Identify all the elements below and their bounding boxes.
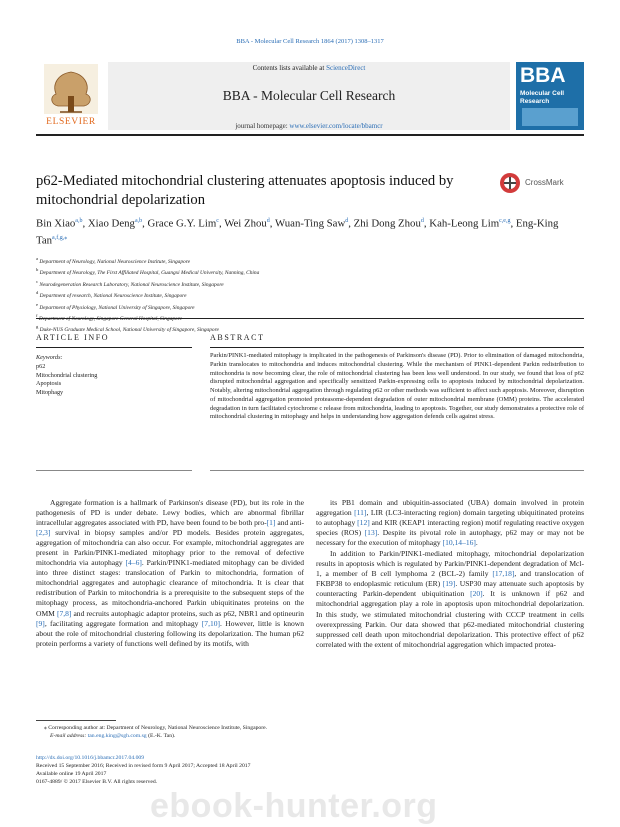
author-separator: , (142, 217, 148, 230)
affiliation-text: Department of Neurology, National Neuroscience Institute, Singapore (38, 258, 191, 265)
abstract-rule (210, 347, 584, 348)
affiliation-item (36, 323, 584, 334)
affiliation-item (36, 255, 584, 266)
email-label: E-mail address: (50, 733, 88, 739)
journal-cover (516, 62, 584, 130)
abstract-bottom-rule (210, 470, 584, 471)
affiliation-text: Duke-NUS Graduate Medical School, National University of Singapore, Singapore (38, 327, 219, 334)
author-name[interactable]: Eng-King Tan (36, 217, 559, 247)
affiliation-key: f (36, 312, 38, 318)
affiliation-key: e (36, 301, 39, 307)
citation-link[interactable]: [19] (442, 579, 456, 589)
author-separator: , (82, 217, 88, 230)
body-text: . Parkin/PINK1-mediated mitophagy can be divided into three distinct stages: translocation of Parkin to mitochondria, formation of mitochondrial aggregates and autophagic clearance of mitochondria. It is clear that redistribution of Parkin to mitochondria is a prerequisite to the subsequent steps of the mitophagy process, as mitochondria-anchored Parkin ubiquitinates proteins on the OMM (36, 558, 304, 618)
keyword: p62 (36, 363, 46, 371)
body-text: . Despite its pivotal role in autophagy, p62 may or may not be necessary for the execution of mitophagy (316, 528, 584, 548)
citation-link[interactable]: [9] (36, 618, 45, 628)
keyword: Apoptosis (36, 380, 62, 388)
journal-masthead (108, 62, 510, 130)
body-text: Aggregate formation is a hallmark of Parkinson's disease (PD), but its role in the pathogenesis of PD is under debate. Lewy bodies, which are abnormal fibrillar intracellular aggregates associated with PD, have been found to be both pro- (36, 498, 304, 528)
abstract-text: Parkin/PINK1-mediated mitophagy is implicated in the pathogenesis of Parkinson's disease (PD). Prior to elimination of damaged mitochondria, Parkin translocates to mitochondria and induces mitochondrial clustering. While the mechanism of PINK1-dependent Parkin redistribution to mitochondria is now becoming clear, the role of mitochondrial clustering has been less well understood. In our study, we found that loss of p62 disrupted mitochondrial aggregation and specifically sensitized Parkin-expressing cells to apoptosis induced by mitochondrial depolarization. Notably, altering mitochondrial aggregation through regulating p62 or other methods was sufficient to affect such apoptosis. Moreover, disruption of mitochondrial aggregation promoted proteasome-dependent degradation of outer mitochondrial membrane (OMM) proteins. The accelerated degradation in turn facilitated cytochrome c release from mitochondria, leading to apoptosis. Together, our study demonstrates a protective role of mitochondrial clustering in mitophagy and helps in understanding how aggregation defends cells against stress. (210, 352, 584, 421)
keyword: Mitochondrial clustering (36, 371, 98, 379)
cover-subtitle: Molecular Cell Research (520, 90, 565, 105)
author-name[interactable]: Bin Xiao (36, 217, 76, 230)
corresponding-author: ⁎ Corresponding author at: Department of Neurology, National Neuroscience Institute, Singapore. (44, 725, 268, 731)
crossmark-icon (499, 172, 521, 194)
citation-link[interactable]: [2,3] (36, 528, 51, 538)
article-info-bottom-rule (36, 470, 192, 471)
body-text: , and translocation of FKBP38 to endoplasmic reticulum (ER) (316, 569, 585, 589)
cover-image (522, 108, 578, 126)
body-text: and KIR (KEAP1 interacting region) motif regulating reactive oxygen species (ROS) (316, 518, 584, 538)
keywords-block (36, 354, 192, 397)
author-name[interactable]: Xiao Deng (87, 217, 135, 230)
affiliation-item (36, 301, 584, 312)
affiliation-key: d (36, 290, 39, 296)
author-affiliation-mark[interactable]: d (420, 218, 424, 224)
citation-link[interactable]: [13] (364, 528, 378, 538)
affiliation-text: Department of Neurology, The First Affiliated Hospital, Guangxi Medical University, Nanning, China (38, 270, 260, 277)
keyword: Mitophagy (36, 388, 64, 396)
homepage-line (108, 122, 510, 130)
sciencedirect-link[interactable]: ScienceDirect (326, 64, 366, 72)
email-link[interactable]: tan.eng.king@sgh.com.sg (87, 733, 147, 739)
publisher-name: ELSEVIER (46, 117, 96, 127)
email-line (36, 732, 584, 740)
citation-link[interactable]: [1] (266, 518, 276, 528)
affiliation-key: a (36, 256, 39, 261)
homepage-link[interactable]: www.elsevier.com/locate/bbamcr (289, 122, 383, 130)
citation-link[interactable]: [4–6] (125, 558, 142, 568)
citation-link[interactable]: [20] (470, 589, 483, 599)
author-name[interactable]: Kah-Leong Lim (429, 217, 500, 230)
affiliation-key: b (36, 267, 39, 273)
publication-info (36, 754, 584, 786)
author-separator: , (510, 217, 516, 230)
doi-link[interactable]: http://dx.doi.org/10.1016/j.bbamcr.2017.04.009 (36, 755, 145, 761)
citation-link[interactable]: [12] (357, 518, 370, 528)
author-affiliation-mark[interactable]: c,e,g (499, 218, 511, 224)
affiliation-key: c (36, 278, 39, 284)
citation-link[interactable]: [10,14–16] (442, 538, 476, 548)
citation-link[interactable]: [7,10] (201, 618, 221, 628)
affiliation-text: Department of Physiology, National University of Singapore, Singapore (38, 304, 195, 311)
affiliation-item (36, 289, 584, 300)
author-affiliation-mark[interactable]: a,b (134, 218, 143, 224)
body-column-right (316, 498, 584, 650)
affiliation-item (36, 266, 584, 277)
body-paragraph (36, 498, 304, 649)
body-text: its PB1 domain and ubiquitin-associated (UBA) domain involved in protein aggregation (316, 498, 584, 518)
body-text: In addition to Parkin/PINK1-mediated mitophagy, mitochondrial depolarization results in apoptosis which is regulated by Parkin/PINK1-dependent degradation of Mcl-1, a member of B cell lymphoma 2 (BCL-2) family (316, 549, 584, 579)
crossmark-badge[interactable] (499, 172, 591, 196)
body-text: and anti- (275, 518, 304, 528)
citation-link[interactable]: [7,8] (56, 608, 72, 618)
author-name[interactable]: Grace G.Y. Lim (147, 217, 217, 230)
running-head: BBA - Molecular Cell Research 1864 (2017) 1308–1317 (236, 38, 384, 45)
author-affiliation-mark[interactable]: d (266, 218, 270, 224)
body-column-left (36, 498, 304, 649)
crossmark-label: CrossMark (525, 178, 564, 187)
cover-abbr: BBA (520, 64, 566, 87)
received-dates: Received 15 September 2016; Received in revised form 9 April 2017; Accepted 18 April 2017 (36, 763, 251, 770)
citation-link[interactable]: [17,18] (492, 569, 515, 579)
body-text: , LIR (LC3-interacting region) domain targeting ubiquitinated proteins to autophagy (316, 508, 585, 528)
article-title: p62-Mediated mitochondrial clustering attenuates apoptosis induced by mitochondrial depolarization (36, 173, 454, 208)
body-text: , facilitating aggregate formation and mitophagy (44, 618, 202, 628)
contents-line (108, 64, 510, 72)
journal-title: BBA - Molecular Cell Research (222, 88, 396, 103)
body-text: . (475, 538, 478, 548)
author-separator: , (348, 217, 354, 230)
keywords-label: Keywords: (36, 354, 63, 361)
watermark: ebook-hunter.org (150, 787, 438, 825)
online-date: Available online 19 April 2017 (36, 771, 107, 778)
article-info-rule (36, 347, 192, 348)
author-separator: , (218, 217, 225, 230)
contents-prefix: Contents lists available at (252, 64, 327, 72)
affiliation-item (36, 278, 584, 289)
author-affiliation-mark[interactable]: a,b (75, 218, 83, 224)
section-rule (36, 318, 584, 319)
email-suffix: (E.-K. Tan). (146, 733, 176, 739)
author-name[interactable]: Wei Zhou (224, 217, 267, 230)
body-text: . It is unknown if p62 and mitochondrial aggregation play a role in apoptosis upon mitochondrial depolarization. In this study, we stimulated mitochondrial clustering with CCCP treatment in cells overexpressing Parkin. Our data showed that p62-mediated mitochondrial clustering suppressed cell death upon mitochondrial depolarization. This protective effect of p62 correlated with the extent of mitochondrial aggregation which impacted protea- (316, 589, 584, 649)
author-name[interactable]: Zhi Dong Zhou (353, 217, 421, 230)
body-text: . However, little is known about the role of mitochondrial clustering following its depolarization. The human p62 protein performs a variety of functions well defined by its motifs, with (36, 618, 304, 648)
copyright: 0167-4889/ © 2017 Elsevier B.V. All rights reserved. (36, 779, 158, 786)
body-paragraph (316, 549, 584, 649)
body-text: and recruits autophagic adaptor proteins, such as p62, NBR1 and optineurin (71, 608, 304, 618)
author-separator: , (269, 217, 276, 230)
article-info-heading: ARTICLE INFO (36, 333, 110, 342)
body-paragraph (316, 498, 584, 548)
elsevier-logo (36, 62, 106, 130)
author-separator: , (423, 217, 430, 230)
citation-link[interactable]: [11] (354, 508, 367, 518)
corresponding-footnote (36, 724, 584, 740)
affiliation-text: Neurodegeneration Research Laboratory, National Neuroscience Institute, Singapore (38, 281, 224, 288)
author-name[interactable]: Wuan-Ting Saw (275, 217, 346, 230)
homepage-prefix: journal homepage: (235, 122, 290, 130)
author-affiliation-mark[interactable]: d (345, 218, 349, 224)
author-affiliation-mark[interactable]: a,f,g,⁎ (52, 235, 68, 242)
footnote-rule (36, 720, 116, 721)
abstract-heading: ABSTRACT (210, 333, 265, 342)
author-list (36, 214, 576, 248)
header-rule (36, 134, 584, 136)
affiliation-text: Department of research, National Neuroscience Institute, Singapore (38, 292, 187, 299)
keyword-list (36, 363, 192, 397)
author-affiliation-mark[interactable]: c (216, 218, 219, 224)
body-text: . USP30 may attenuate such apoptosis by counteracting Parkin-dependent ubiquitination (316, 579, 584, 599)
affiliation-key: g (36, 324, 39, 330)
affiliations (36, 255, 584, 335)
body-text: survival in biopsy samples and/or PD models. Besides protein aggregates, aggregation of mitochondria can also occur. For example, mitochondrial aggregates are present in Parkin/PINK1-mediated mitophagy prior to the removal of defective mitochondria via autophagy (36, 528, 304, 568)
